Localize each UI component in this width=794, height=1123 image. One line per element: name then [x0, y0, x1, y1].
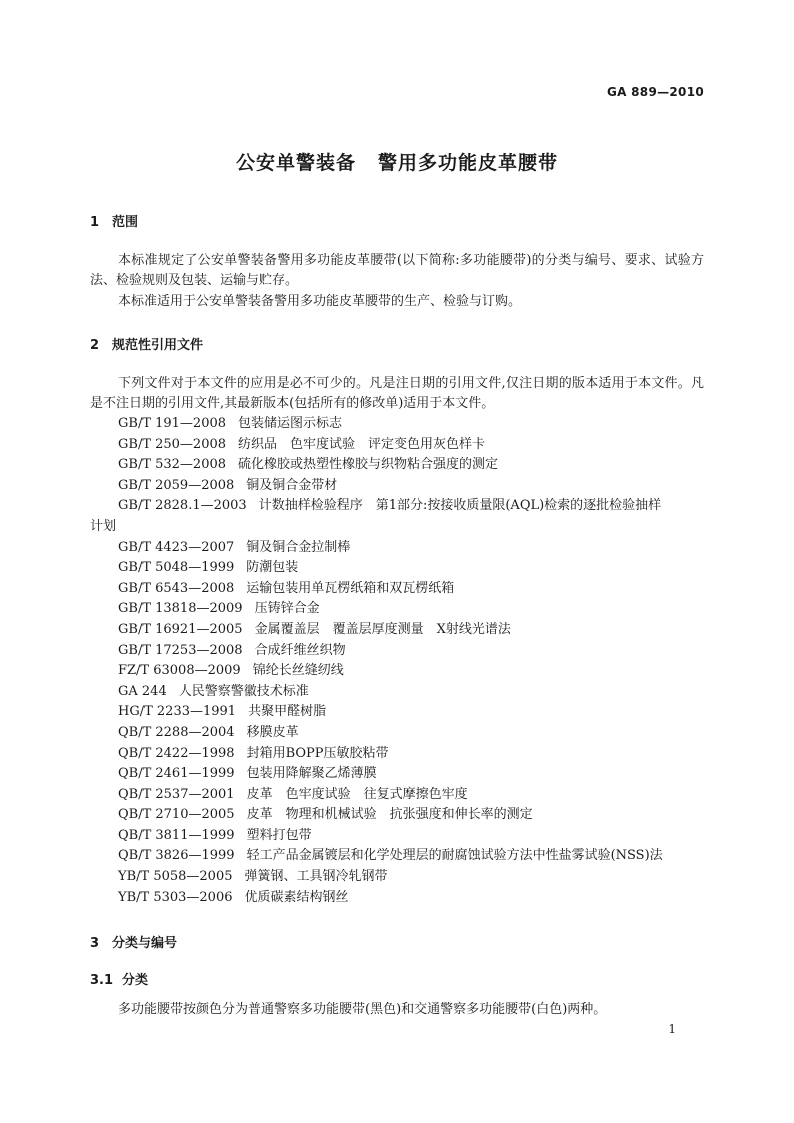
- page-number: 1: [668, 1022, 676, 1036]
- reference-title: 弹簧钢、工具钢冷轧钢带: [244, 869, 388, 885]
- section-1-paragraph-2: 本标准适用于公安单警装备警用多功能皮革腰带的生产、检验与订购。: [118, 294, 522, 309]
- reference-item: [118, 867, 704, 888]
- reference-title: 移膜皮革: [246, 724, 299, 740]
- reference-title: 共聚甲醛树脂: [248, 704, 327, 720]
- reference-item: [118, 723, 704, 744]
- reference-code: GB/T 4423—2007: [118, 539, 235, 555]
- section-number: 1: [90, 215, 100, 230]
- reference-item: [118, 846, 704, 867]
- reference-code: GB/T 5048—1999: [118, 560, 235, 576]
- reference-code: GB/T 16921—2005: [118, 621, 243, 637]
- reference-title: 封箱用BOPP压敏胶粘带: [246, 745, 389, 761]
- reference-title: 纺织品 色牢度试验 评定变色用灰色样卡: [238, 436, 486, 452]
- subsection-number: 3.1: [90, 973, 114, 988]
- reference-item: [118, 805, 704, 826]
- reference-title-continuation: 计划: [90, 518, 117, 534]
- reference-code: QB/T 3826—1999: [118, 848, 235, 864]
- reference-code: QB/T 2461—1999: [118, 766, 235, 782]
- reference-title: 人民警察警徽技术标准: [178, 683, 309, 699]
- reference-code: QB/T 2710—2005: [118, 807, 235, 823]
- reference-title: 包装储运图示标志: [238, 416, 343, 431]
- reference-code: GB/T 6543—2008: [118, 580, 235, 596]
- reference-item: [118, 641, 704, 662]
- reference-item: [118, 414, 704, 435]
- reference-code: GB/T 13818—2009: [118, 601, 243, 617]
- reference-code: GB/T 2828.1—2003: [118, 498, 247, 514]
- section-2-intro: 下列文件对于本文件的应用是必不可少的。凡是注日期的引用文件,仅注日期的版本适用于本文件。凡是不注日期的引用文件,其最新版本(包括所有的修改单)适用于本文件。: [90, 376, 704, 411]
- reference-item: [118, 435, 704, 456]
- reference-title: 硫化橡胶或热塑性橡胶与织物粘合强度的测定: [238, 457, 499, 473]
- reference-item: [118, 579, 704, 600]
- reference-item: [118, 476, 704, 497]
- reference-title: 塑料打包带: [246, 827, 312, 843]
- section-2-heading: [90, 334, 203, 353]
- reference-item: [118, 661, 704, 682]
- title-part2: 警用多功能皮革腰带: [378, 152, 559, 174]
- reference-code: YB/T 5303—2006: [118, 889, 233, 905]
- section-3-heading: [90, 932, 177, 951]
- reference-code: GB/T 17253—2008: [118, 642, 243, 658]
- reference-list: [90, 414, 704, 908]
- reference-code: QB/T 2422—1998: [118, 745, 235, 761]
- reference-title: 皮革 色牢度试验 往复式摩擦色牢度: [246, 786, 468, 802]
- subsection-3-1-heading: [90, 969, 148, 988]
- reference-code: GB/T 2059—2008: [118, 477, 235, 493]
- reference-code: YB/T 5058—2005: [118, 869, 233, 885]
- reference-title: 优质碳素结构钢丝: [244, 889, 349, 905]
- reference-title: 运输包装用单瓦楞纸箱和双瓦楞纸箱: [246, 580, 455, 596]
- reference-item: [90, 496, 704, 537]
- reference-title: 金属覆盖层 覆盖层厚度测量 X射线光谱法: [254, 621, 511, 637]
- reference-code: GB/T 250—2008: [118, 436, 227, 452]
- reference-item: [118, 682, 704, 703]
- section-title: 范围: [112, 215, 139, 230]
- section-1-heading: [90, 211, 138, 230]
- reference-item: [118, 744, 704, 765]
- reference-item: [118, 558, 704, 579]
- reference-title: 皮革 物理和机械试验 抗张强度和伸长率的测定: [246, 807, 533, 823]
- title-part1: 公安单警装备: [235, 152, 356, 174]
- reference-code: FZ/T 63008—2009: [118, 663, 241, 679]
- reference-title: 轻工产品金属镀层和化学处理层的耐腐蚀试验方法中性盐雾试验(NSS)法: [246, 848, 663, 864]
- reference-title: 铜及铜合金拉制棒: [246, 539, 351, 555]
- reference-item: [118, 620, 704, 641]
- reference-code: QB/T 2537—2001: [118, 786, 235, 802]
- reference-title: 铜及铜合金带材: [246, 477, 338, 493]
- reference-item: [118, 888, 704, 909]
- reference-code: QB/T 2288—2004: [118, 724, 235, 740]
- reference-title: 防潮包装: [246, 560, 299, 576]
- reference-code: GB/T 532—2008: [118, 457, 227, 473]
- reference-item: [118, 785, 704, 806]
- document-title: [0, 148, 794, 175]
- subsection-title: 分类: [122, 973, 149, 988]
- section-1-paragraph-1: 本标准规定了公安单警装备警用多功能皮革腰带(以下简称:多功能腰带)的分类与编号、要求、试验方法、检验规则及包装、运输与贮存。: [90, 253, 704, 288]
- document-code: GA 889—2010: [606, 85, 704, 99]
- reference-title: 锦纶长丝缝纫线: [252, 663, 344, 679]
- section-number: 2: [90, 338, 100, 353]
- reference-item: [118, 455, 704, 476]
- section-title: 规范性引用文件: [112, 338, 204, 353]
- reference-title: 压铸锌合金: [254, 601, 320, 617]
- reference-code: QB/T 3811—1999: [118, 827, 235, 843]
- reference-item: [118, 764, 704, 785]
- reference-title: 计数抽样检验程序 第1部分:按接收质量限(AQL)检索的逐批检验抽样: [258, 498, 662, 514]
- reference-code: GA 244: [118, 683, 167, 699]
- section-title: 分类与编号: [112, 936, 178, 951]
- reference-title: 包装用降解聚乙烯薄膜: [246, 766, 377, 782]
- reference-item: [118, 538, 704, 559]
- subsection-3-1-paragraph: 多功能腰带按颜色分为普通警察多功能腰带(黑色)和交通警察多功能腰带(白色)两种。: [118, 1002, 607, 1017]
- reference-code: HG/T 2233—1991: [118, 704, 237, 720]
- reference-item: [118, 826, 704, 847]
- reference-code: GB/T 191—2008: [118, 416, 227, 431]
- reference-item: [118, 702, 704, 723]
- section-number: 3: [90, 936, 100, 951]
- reference-title: 合成纤维丝织物: [254, 642, 346, 658]
- reference-item: [118, 599, 704, 620]
